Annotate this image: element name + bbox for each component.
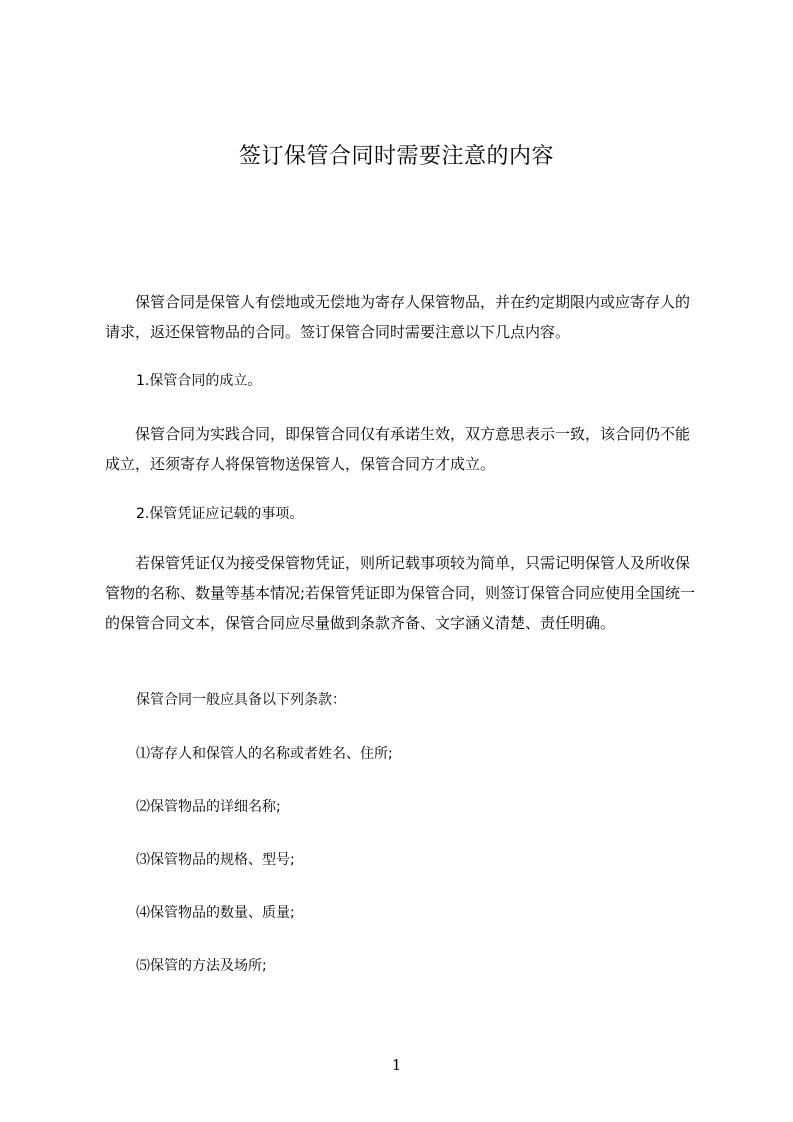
clause-item: ⑴寄存人和保管人的名称或者姓名、住所;: [136, 746, 393, 762]
clause-item: ⑵保管物品的详细名称;: [136, 799, 281, 815]
section-1-body: 保管合同为实践合同，即保管合同仅有承诺生效，双方意思表示一致，该合同仍不能成立，还须寄存人将保管物送保管人，保管合同方才成立。: [105, 425, 691, 473]
section-1-heading: 1.保管合同的成立。: [136, 373, 262, 389]
intro-paragraph: 保管合同是保管人有偿地或无偿地为寄存人保管物品，并在约定期限内或应寄存人的请求，返还保管物品的合同。签订保管合同时需要注意以下几点内容。: [105, 293, 691, 341]
clause-item: ⑶保管物品的规格、型号;: [136, 852, 295, 868]
clause-item: ⑸保管的方法及场所;: [136, 958, 267, 974]
clause-item: ⑷保管物品的数量、质量;: [136, 905, 295, 921]
document-title: 签订保管合同时需要注意的内容: [238, 144, 554, 169]
clauses-intro: 保管合同一般应具备以下列条款：: [136, 692, 346, 708]
page-number: 1: [391, 1056, 402, 1074]
section-2-body: 若保管凭证仅为接受保管物凭证，则所记载事项较为简单，只需记明保管人及所收保管物的名称、数量等基本情况;若保管凭证即为保管合同，则签订保管合同应使用全国统一的保管合同文本，保管合同应尽量做到条款齐备、文字涵义清楚、责任明确。: [105, 554, 696, 632]
section-2-heading: 2.保管凭证应记载的事项。: [136, 506, 304, 522]
